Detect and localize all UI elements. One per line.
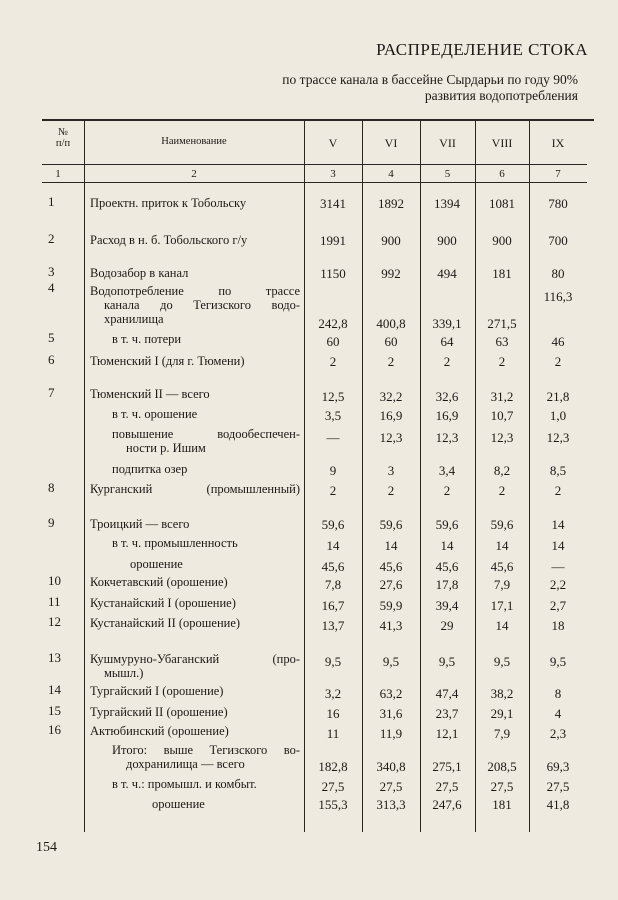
cell-value: 31,6 bbox=[379, 706, 403, 721]
cell-value: 9,5 bbox=[493, 654, 511, 669]
cell-value: 16,9 bbox=[435, 408, 459, 423]
cell-value: — bbox=[326, 430, 340, 445]
cell-value: 59,6 bbox=[321, 517, 345, 532]
cell-value: 60 bbox=[326, 334, 340, 349]
cell-value: 63,2 bbox=[379, 686, 403, 701]
row-name-line: Тюменский II — всего bbox=[90, 387, 210, 401]
cell-value: 14 bbox=[495, 618, 509, 633]
cell-value: 208,5 bbox=[487, 759, 517, 774]
cell-value: 2 bbox=[498, 483, 506, 498]
cell-value: 494 bbox=[437, 266, 457, 281]
row-name-line: в т. ч.: промышл. и комбыт. bbox=[112, 777, 257, 791]
row-name-line: Водопотребление по трассе bbox=[90, 284, 300, 298]
cell-value: 12,3 bbox=[490, 430, 514, 445]
row-name bbox=[90, 705, 300, 719]
header-name: Наименование bbox=[161, 136, 227, 147]
cell-value: 4 bbox=[554, 706, 562, 721]
cell-value: 2,7 bbox=[549, 598, 567, 613]
cell-value: 11 bbox=[326, 726, 340, 741]
cell-value: — bbox=[551, 559, 565, 574]
cell-value: 27,5 bbox=[546, 779, 570, 794]
row-name-line: подпитка озер bbox=[112, 462, 188, 476]
cell-value: 59,6 bbox=[379, 517, 403, 532]
cell-value: 13,7 bbox=[321, 618, 345, 633]
cell-value: 32,6 bbox=[435, 389, 459, 404]
cell-value: 10,7 bbox=[490, 408, 514, 423]
row-name-line: в т. ч. потери bbox=[112, 332, 182, 346]
row-name-line: Троицкий — всего bbox=[90, 517, 190, 531]
row-name-line: орошение bbox=[152, 797, 205, 811]
row-name bbox=[90, 517, 300, 531]
row-name-line: Тюменский I (для г. Тюмени) bbox=[90, 354, 245, 368]
row-name-line: Тургайский I (орошение) bbox=[90, 684, 224, 698]
row-name bbox=[90, 724, 300, 738]
cell-value: 3141 bbox=[320, 196, 346, 211]
cell-value: 8,5 bbox=[549, 463, 567, 478]
cell-value: 12,3 bbox=[379, 430, 403, 445]
cell-value: 2 bbox=[443, 483, 451, 498]
row-name-line: Кустанайский II (орошение) bbox=[90, 616, 241, 630]
cell-value: 16,9 bbox=[379, 408, 403, 423]
cell-value: 2,2 bbox=[549, 577, 567, 592]
cell-value: 900 bbox=[437, 233, 457, 248]
row-name-line: Итого: выше Тегизского во- bbox=[112, 743, 300, 757]
row-number: 16 bbox=[48, 722, 61, 737]
cell-value: 12,5 bbox=[321, 389, 345, 404]
row-number: 3 bbox=[48, 264, 55, 279]
row-number: 10 bbox=[48, 573, 61, 588]
cell-value: 12,1 bbox=[435, 726, 459, 741]
row-name bbox=[90, 684, 300, 698]
row-name-line: Кушмуруно-Убаганский (про- bbox=[90, 652, 300, 666]
cell-value: 14 bbox=[495, 538, 509, 553]
row-name bbox=[112, 332, 300, 346]
cell-value: 9 bbox=[329, 463, 337, 478]
cell-value: 8,2 bbox=[493, 463, 511, 478]
cell-value: 27,6 bbox=[379, 577, 403, 592]
subtitle-line-2: развития водопотребления bbox=[424, 88, 578, 103]
row-name-line: Водозабор в канал bbox=[90, 266, 189, 280]
cell-value: 116,3 bbox=[543, 289, 573, 304]
row-name-line: Курганский (промышленный) bbox=[90, 482, 300, 496]
cell-value: 2 bbox=[387, 483, 395, 498]
colnum-3: 3 bbox=[330, 168, 336, 180]
row-name bbox=[112, 462, 300, 476]
cell-value: 340,8 bbox=[376, 759, 406, 774]
cell-value: 9,5 bbox=[382, 654, 400, 669]
row-name-line: Кокчетавский (орошение) bbox=[90, 575, 228, 589]
row-name-line: в т. ч. орошение bbox=[112, 407, 198, 421]
cell-value: 14 bbox=[551, 538, 565, 553]
cell-value: 11,9 bbox=[379, 726, 403, 741]
colnum-7: 7 bbox=[555, 168, 561, 180]
cell-value: 69,3 bbox=[546, 759, 570, 774]
cell-value: 64 bbox=[440, 334, 454, 349]
cell-value: 271,5 bbox=[487, 316, 517, 331]
cell-value: 27,5 bbox=[435, 779, 459, 794]
cell-value: 900 bbox=[492, 233, 512, 248]
row-name bbox=[90, 266, 300, 280]
cell-value: 181 bbox=[492, 797, 512, 812]
cell-value: 27,5 bbox=[490, 779, 514, 794]
row-name bbox=[112, 743, 300, 771]
row-number: 4 bbox=[48, 280, 55, 295]
table-top-rule bbox=[42, 119, 594, 121]
cell-value: 27,5 bbox=[379, 779, 403, 794]
colnum-5: 5 bbox=[444, 168, 451, 180]
colnum-6: 6 bbox=[499, 168, 505, 180]
row-name-line: канала до Тегизского водо- bbox=[104, 298, 300, 312]
cell-value: 3,5 bbox=[324, 408, 342, 423]
cell-value: 31,2 bbox=[490, 389, 514, 404]
row-name bbox=[130, 557, 300, 571]
page-title: РАСПРЕДЕЛЕНИЕ СТОКА bbox=[376, 40, 588, 59]
cell-value: 7,9 bbox=[493, 726, 511, 741]
cell-value: 2 bbox=[387, 354, 395, 369]
row-name-line: ности р. Ишим bbox=[126, 441, 206, 455]
cell-value: 7,8 bbox=[324, 577, 342, 592]
row-name-line: Проектн. приток к Тобольску bbox=[90, 196, 247, 210]
row-number: 11 bbox=[48, 594, 61, 609]
row-name bbox=[112, 777, 300, 791]
col-divider-1 bbox=[84, 120, 85, 832]
cell-value: 182,8 bbox=[318, 759, 348, 774]
cell-value: 1150 bbox=[320, 266, 346, 281]
row-number: 1 bbox=[48, 194, 55, 209]
row-number: 15 bbox=[48, 703, 61, 718]
cell-value: 45,6 bbox=[321, 559, 345, 574]
row-name bbox=[152, 797, 300, 811]
cell-value: 2 bbox=[443, 354, 451, 369]
cell-value: 3,2 bbox=[324, 686, 342, 701]
colnum-4: 4 bbox=[388, 168, 394, 180]
cell-value: 3 bbox=[387, 463, 395, 478]
row-number: 8 bbox=[48, 480, 55, 495]
row-number: 13 bbox=[48, 650, 61, 665]
row-name bbox=[90, 575, 300, 589]
cell-value: 8 bbox=[554, 686, 562, 701]
colnum-1: 1 bbox=[55, 168, 61, 180]
cell-value: 247,6 bbox=[432, 797, 462, 812]
cell-value: 12,3 bbox=[435, 430, 459, 445]
row-number: 14 bbox=[48, 682, 61, 697]
row-name-line: повышение водообеспечен- bbox=[112, 427, 300, 441]
page-subtitle bbox=[282, 72, 578, 104]
row-number: 12 bbox=[48, 614, 61, 629]
cell-value: 1,0 bbox=[549, 408, 567, 423]
row-name-line: дохранилища — всего bbox=[126, 757, 245, 771]
cell-value: 2 bbox=[329, 354, 337, 369]
page-number: 154 bbox=[36, 840, 57, 855]
cell-value: 41,8 bbox=[546, 797, 570, 812]
cell-value: 46 bbox=[551, 334, 565, 349]
cell-value: 41,3 bbox=[379, 618, 403, 633]
table-header-rule bbox=[42, 164, 587, 165]
header-month-vii: VII bbox=[439, 136, 456, 150]
row-name-line: Кустанайский I (орошение) bbox=[90, 596, 236, 610]
cell-value: 21,8 bbox=[546, 389, 570, 404]
header-month-v: V bbox=[328, 136, 338, 150]
cell-value: 275,1 bbox=[432, 759, 462, 774]
cell-value: 3,4 bbox=[438, 463, 456, 478]
row-name bbox=[90, 284, 300, 326]
row-name-line: Актюбинский (орошение) bbox=[90, 724, 229, 738]
cell-value: 400,8 bbox=[376, 316, 406, 331]
table-colnum-rule bbox=[42, 182, 587, 183]
cell-value: 23,7 bbox=[435, 706, 459, 721]
row-name-line: хранилища bbox=[104, 312, 164, 326]
row-number: 2 bbox=[48, 231, 55, 246]
header-month-vi: VI bbox=[384, 136, 398, 150]
row-name bbox=[90, 354, 300, 368]
cell-value: 17,8 bbox=[435, 577, 459, 592]
cell-value: 1081 bbox=[489, 196, 515, 211]
cell-value: 59,6 bbox=[435, 517, 459, 532]
row-name bbox=[90, 482, 300, 496]
cell-value: 59,9 bbox=[379, 598, 403, 613]
cell-value: 7,9 bbox=[493, 577, 511, 592]
cell-value: 2 bbox=[329, 483, 337, 498]
row-name-line: мышл.) bbox=[104, 666, 144, 680]
cell-value: 27,5 bbox=[321, 779, 345, 794]
row-number: 5 bbox=[48, 330, 55, 345]
cell-value: 155,3 bbox=[318, 797, 348, 812]
cell-value: 9,5 bbox=[324, 654, 342, 669]
row-number: 6 bbox=[48, 352, 55, 367]
subtitle-line-1: по трассе канала в бассейне Сырдарьи по году 90% bbox=[282, 72, 578, 87]
cell-value: 39,4 bbox=[435, 598, 459, 613]
cell-value: 700 bbox=[548, 233, 568, 248]
row-name-line: в т. ч. промышленность bbox=[112, 536, 238, 550]
cell-value: 2 bbox=[554, 354, 562, 369]
row-name bbox=[90, 196, 300, 210]
row-name bbox=[90, 387, 300, 401]
cell-value: 17,1 bbox=[490, 598, 514, 613]
row-number: 9 bbox=[48, 515, 55, 530]
row-name-line: Тургайский II (орошение) bbox=[90, 705, 228, 719]
cell-value: 45,6 bbox=[435, 559, 459, 574]
row-name bbox=[90, 233, 300, 247]
cell-value: 29 bbox=[440, 618, 454, 633]
row-name bbox=[112, 407, 300, 421]
cell-value: 2,3 bbox=[549, 726, 567, 741]
cell-value: 14 bbox=[326, 538, 340, 553]
cell-value: 29,1 bbox=[490, 706, 514, 721]
cell-value: 32,2 bbox=[379, 389, 403, 404]
cell-value: 14 bbox=[440, 538, 454, 553]
cell-value: 16,7 bbox=[321, 598, 345, 613]
cell-value: 242,8 bbox=[318, 316, 348, 331]
colnum-2: 2 bbox=[191, 168, 197, 180]
cell-value: 313,3 bbox=[376, 797, 406, 812]
cell-value: 12,3 bbox=[546, 430, 570, 445]
cell-value: 14 bbox=[551, 517, 565, 532]
row-name bbox=[90, 652, 300, 680]
header-month-viii: VIII bbox=[491, 136, 513, 150]
row-name-line: Расход в н. б. Тобольского г/у bbox=[90, 233, 248, 247]
cell-value: 9,5 bbox=[438, 654, 456, 669]
cell-value: 14 bbox=[384, 538, 398, 553]
header-num-sign: № bbox=[57, 127, 69, 138]
cell-value: 45,6 bbox=[490, 559, 514, 574]
row-name bbox=[112, 427, 300, 455]
header-num-pp: п/п bbox=[55, 138, 71, 149]
cell-value: 16 bbox=[326, 706, 340, 721]
header-num bbox=[48, 127, 78, 149]
cell-value: 59,6 bbox=[490, 517, 514, 532]
cell-value: 9,5 bbox=[549, 654, 567, 669]
row-name bbox=[90, 616, 300, 630]
cell-value: 2 bbox=[498, 354, 506, 369]
cell-value: 63 bbox=[495, 334, 509, 349]
cell-value: 992 bbox=[381, 266, 401, 281]
cell-value: 339,1 bbox=[432, 316, 462, 331]
cell-value: 1394 bbox=[434, 196, 460, 211]
cell-value: 1892 bbox=[378, 196, 404, 211]
cell-value: 1991 bbox=[320, 233, 346, 248]
cell-value: 60 bbox=[384, 334, 398, 349]
cell-value: 47,4 bbox=[435, 686, 459, 701]
row-name-line: орошение bbox=[130, 557, 183, 571]
row-number: 7 bbox=[48, 385, 55, 400]
row-name bbox=[112, 536, 300, 550]
cell-value: 181 bbox=[492, 266, 512, 281]
cell-value: 45,6 bbox=[379, 559, 403, 574]
cell-value: 38,2 bbox=[490, 686, 514, 701]
cell-value: 780 bbox=[548, 196, 568, 211]
cell-value: 18 bbox=[551, 618, 565, 633]
header-month-ix: IX bbox=[551, 136, 565, 150]
cell-value: 2 bbox=[554, 483, 562, 498]
cell-value: 900 bbox=[381, 233, 401, 248]
cell-value: 80 bbox=[551, 266, 565, 281]
row-name bbox=[90, 596, 300, 610]
